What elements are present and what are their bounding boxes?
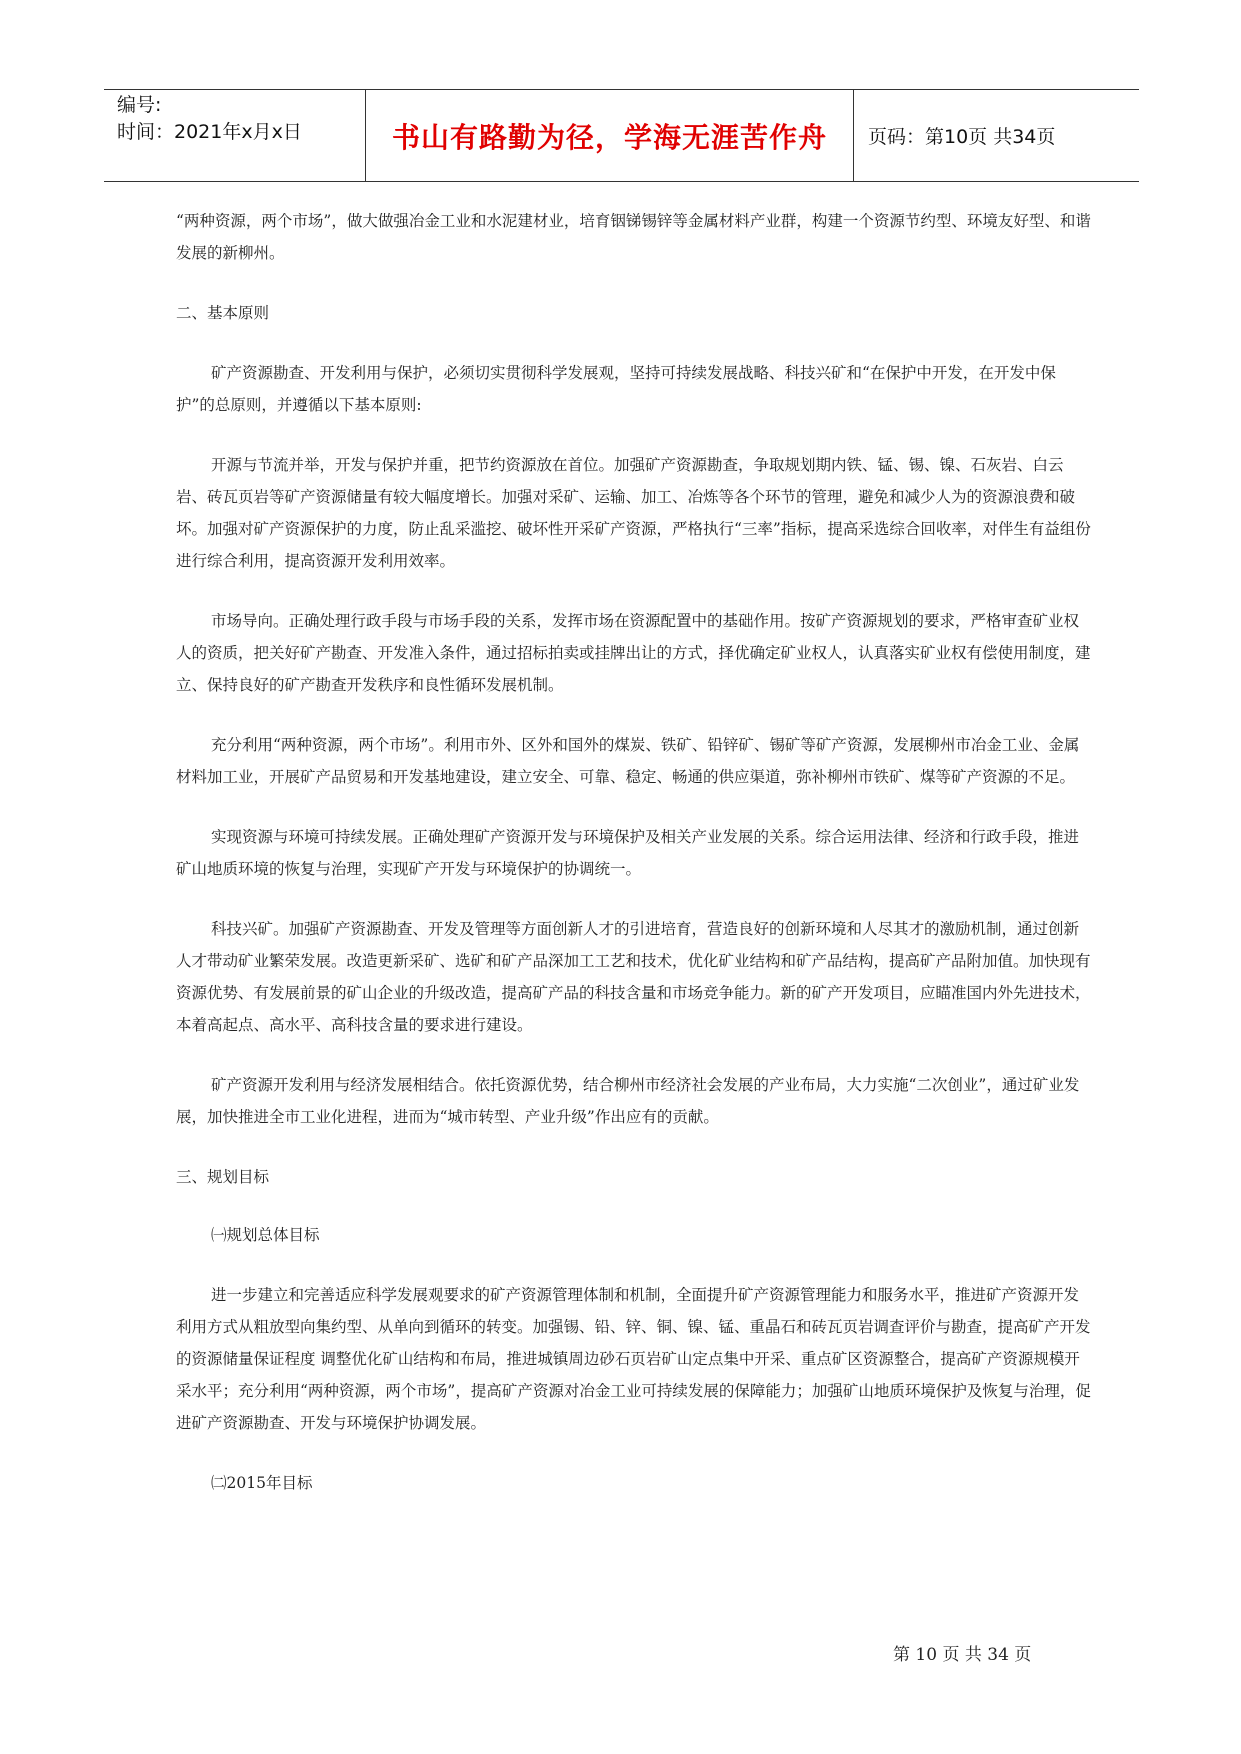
document-body bbox=[176, 205, 1094, 1499]
subsection-heading: ㈠规划总体目标 bbox=[211, 1226, 320, 1244]
paragraph: 科技兴矿。加强矿产资源勘查、开发及管理等方面创新人才的引进培育，营造良好的创新环境和人尽其才的激励机制，通过创新人才带动矿业繁荣发展。改造更新采矿、选矿和矿产品深加工工艺和技术，优化矿业结构和矿产品结构，提高矿产品附加值。加快现有资源优势、有发展前景的矿山企业的升级改造，提高矿产品的科技含量和市场竞争能力。新的矿产开发项目，应瞄准国内外先进技术，本着高起点、高水平、高科技含量的要求进行建设。 bbox=[176, 920, 1091, 1034]
document-time-label: 时间：2021年x月x日 bbox=[117, 121, 302, 143]
header-motto: 书山有路勤为径，学海无涯苦作舟 bbox=[366, 90, 854, 181]
paragraph: “两种资源，两个市场”，做大做强冶金工业和水泥建材业，培育铟锑锡锌等金属材料产业群，构建一个资源节约型、环境友好型、和谐发展的新柳州。 bbox=[176, 212, 1091, 262]
header-meta bbox=[104, 90, 366, 181]
header-page-code: 页码：第10页 共34页 bbox=[868, 126, 1056, 148]
paragraph: 矿产资源开发利用与经济发展相结合。依托资源优势，结合柳州市经济社会发展的产业布局，大力实施“二次创业”，通过矿业发展，加快推进全市工业化进程，进而为“城市转型、产业升级”作出应有的贡献。 bbox=[176, 1076, 1080, 1126]
subsection-heading: ㈡2015年目标 bbox=[211, 1474, 313, 1492]
page-header bbox=[104, 89, 1139, 182]
page-footer-number: 第 10 页 共 34 页 bbox=[893, 1645, 1032, 1665]
paragraph: 市场导向。正确处理行政手段与市场手段的关系，发挥市场在资源配置中的基础作用。按矿产资源规划的要求，严格审查矿业权人的资质，把关好矿产勘查、开发准入条件，通过招标拍卖或挂牌出让的方式，择优确定矿业权人，认真落实矿业权有偿使用制度，建立、保持良好的矿产勘查开发秩序和良性循环发展机制。 bbox=[176, 612, 1091, 694]
paragraph: 充分利用“两种资源，两个市场”。利用市外、区外和国外的煤炭、铁矿、铅锌矿、锡矿等矿产资源，发展柳州市冶金工业、金属材料加工业，开展矿产品贸易和开发基地建设，建立安全、可靠、稳定、畅通的供应渠道，弥补柳州市铁矿、煤等矿产资源的不足。 bbox=[176, 736, 1080, 786]
section-heading: 三、规划目标 bbox=[176, 1168, 270, 1186]
document-number-label: 编号: bbox=[117, 94, 162, 116]
paragraph: 矿产资源勘查、开发利用与保护，必须切实贯彻科学发展观，坚持可持续发展战略、科技兴矿和“在保护中开发，在开发中保护”的总原则，并遵循以下基本原则: bbox=[176, 364, 1056, 414]
paragraph: 进一步建立和完善适应科学发展观要求的矿产资源管理体制和机制，全面提升矿产资源管理能力和服务水平，推进矿产资源开发利用方式从粗放型向集约型、从单向到循环的转变。加强锡、铅、锌、铜、镍、锰、重晶石和砖瓦页岩调查评价与勘查，提高矿产开发的资源储量保证程度 调整优化矿山结构和布局，推进城镇周边砂石页岩矿山定点集中开采、重点矿区资源整合，提高矿产资源规模开采水平；充分利用“两种资源，两个市场”，提高矿产资源对冶金工业可持续发展的保障能力；加强矿山地质环境保护及恢复与治理，促进矿产资源勘查、开发与环境保护协调发展。 bbox=[176, 1286, 1091, 1432]
paragraph: 实现资源与环境可持续发展。正确处理矿产资源开发与环境保护及相关产业发展的关系。综合运用法律、经济和行政手段，推进矿山地质环境的恢复与治理，实现矿产开发与环境保护的协调统一。 bbox=[176, 828, 1080, 878]
paragraph: 开源与节流并举，开发与保护并重，把节约资源放在首位。加强矿产资源勘查，争取规划期内铁、锰、锡、镍、石灰岩、白云岩、砖瓦页岩等矿产资源储量有较大幅度增长。加强对采矿、运输、加工、冶炼等各个环节的管理，避免和减少人为的资源浪费和破坏。加强对矿产资源保护的力度，防止乱采滥挖、破坏性开采矿产资源，严格执行“三率”指标，提高采选综合回收率，对伴生有益组份进行综合利用，提高资源开发利用效率。 bbox=[176, 456, 1091, 570]
section-heading: 二、基本原则 bbox=[176, 304, 270, 322]
